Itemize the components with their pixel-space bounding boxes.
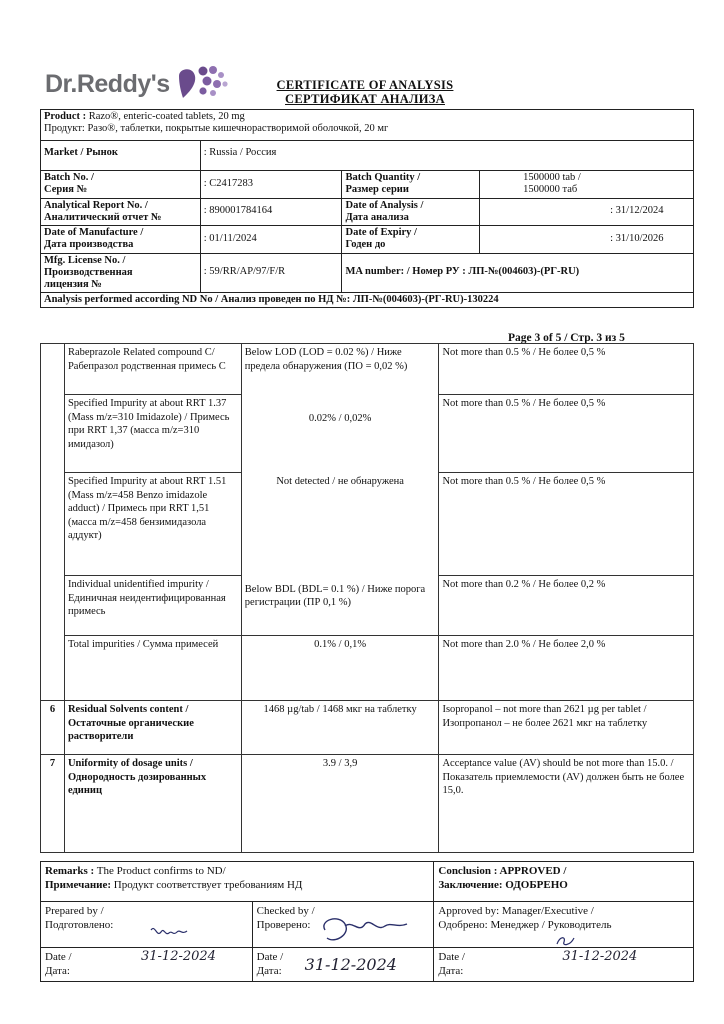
date-analysis-value: : 31/12/2024: [480, 199, 694, 226]
result-cell: 3.9 / 3,9: [241, 755, 439, 853]
title-en: CERTIFICATE OF ANALYSIS: [276, 78, 454, 92]
test-cell: Uniformity of dosage units / Однородность дозированных единиц: [64, 755, 241, 853]
company-logo: [45, 70, 235, 106]
date-manuf-value: : 01/11/2024: [200, 226, 342, 254]
report-no-value: : 890001784164: [200, 199, 342, 226]
page-number: Page 3 of 5 / Стр. 3 из 5: [508, 332, 625, 344]
prepared-signature-icon: [149, 922, 189, 942]
result-cell: Below BDL (BDL= 0.1 %) / Ниже порога регистрации (ПР 0,1 %): [241, 576, 439, 636]
row-number: 6: [41, 701, 65, 755]
conclusion-cell: Conclusion : APPROVED / Заключение: ОДОБРЕНО: [434, 862, 694, 902]
prepared-cell: Prepared by / Подготовлено:: [41, 902, 253, 948]
checked-signature-icon: [315, 910, 415, 950]
market-label: Market / Рынок: [41, 141, 201, 171]
spec-cell: Not more than 0.5 % / Не более 0,5 %: [439, 473, 694, 576]
checked-date-cell: Date / Дата: 31-12-2024: [252, 948, 434, 982]
logo-dots-icon: [173, 62, 231, 102]
result-cell: Below LOD (LOD = 0.02 %) / Ниже предела обнаружения (ПО = 0,02 %): [241, 344, 439, 395]
test-cell: Specified Impurity at about RRT 1.37 (Mass m/z=310 Imidazole) / Примесь при RRT 1,37 (масса m/z=310 имидазол): [64, 395, 241, 473]
results-table: [40, 343, 694, 853]
test-cell: Rabeprazole Related compound C/ Рабепразол родственная примесь С: [64, 344, 241, 395]
logo-text: Dr.Reddy's: [45, 70, 170, 98]
prepared-date-cell: Date / Дата: 31-12-2024: [41, 948, 253, 982]
prepared-date-handwritten: 31-12-2024: [141, 949, 216, 964]
market-value: : Russia / Россия: [200, 141, 693, 171]
spec-cell: Acceptance value (AV) should be not more than 15.0. / Показатель приемлемости (AV) должен быть не более 15,0.: [439, 755, 694, 853]
test-cell: Total impurities / Сумма примесей: [64, 636, 241, 701]
product-cell: Product : Razo®, enteric-coated tablets, 20 mg Продукт: Разо®, таблетки, покрытые кишечнорастворимой оболочкой, 20 мг: [41, 110, 694, 141]
nd-row: Analysis performed according ND No / Анализ проведен по НД №: ЛП-№(004603)-(РГ-RU)-130224: [41, 293, 694, 308]
spec-cell: Not more than 0.5 % / Не более 0,5 %: [439, 395, 694, 473]
license-value: : 59/RR/AP/97/F/R: [200, 254, 342, 293]
spec-cell: Not more than 0.2 % / Не более 0,2 %: [439, 576, 694, 636]
result-cell: Not detected / не обнаружена: [241, 473, 439, 576]
result-cell: 1468 µg/tab / 1468 мкг на таблетку: [241, 701, 439, 755]
approved-signature-icon: [554, 934, 578, 948]
ma-cell: MA number: / Номер РУ : ЛП-№(004603)-(РГ-RU): [342, 254, 694, 293]
row-number: 7: [41, 755, 65, 853]
document-title: [250, 78, 480, 106]
spec-cell: Not more than 0.5 % / Не более 0,5 %: [439, 344, 694, 395]
spec-cell: Not more than 2.0 % / Не более 2,0 %: [439, 636, 694, 701]
test-cell: Individual unidentified impurity / Единичная неидентифицированная примесь: [64, 576, 241, 636]
test-cell: Specified Impurity at about RRT 1.51 (Mass m/z=458 Benzo imidazole adduct) / Примесь при RRT 1,51 (масса m/z=458 бензимидазола аддукт): [64, 473, 241, 576]
test-cell: Residual Solvents content / Остаточные органические растворители: [64, 701, 241, 755]
spec-cell: Isopropanol – not more than 2621 µg per tablet / Изопропанол – не более 2621 мкг на таблетку: [439, 701, 694, 755]
approved-cell: Approved by: Manager/Executive / Одобрено: Менеджер / Руководитель: [434, 902, 694, 948]
approved-date-handwritten: 31-12-2024: [562, 949, 638, 964]
batch-qty-value: 1500000 tab / 1500000 таб: [480, 171, 694, 199]
batch-no-value: : C2417283: [200, 171, 342, 199]
remarks-cell: Remarks : The Product confirms to ND/ Примечание: Продукт соответствует требованиям НД: [41, 862, 434, 902]
result-cell: 0.02% / 0,02%: [241, 395, 439, 473]
checked-cell: Checked by / Проверено:: [252, 902, 434, 948]
result-cell: 0.1% / 0,1%: [241, 636, 439, 701]
approved-date-cell: Date / Дата: 31-12-2024: [434, 948, 694, 982]
signature-table: [40, 861, 694, 982]
date-expiry-value: : 31/10/2026: [480, 226, 694, 254]
title-ru: СЕРТИФИКАТ АНАЛИЗА: [285, 92, 445, 106]
checked-date-handwritten: 31-12-2024: [304, 955, 397, 974]
header-table: Product : Razo®, enteric-coated tablets, 20 mg Продукт: Разо®, таблетки, покрытые кишечнорастворимой оболочкой, 20 мг Market / Рынок : Russia / Россия Batch No. / Серия № : C2417283 Batch Quantity / Размер серии 1500000 tab / 1500000 таб Analytical Report No. / Аналитический отчет № : 890001784164 Date of Analysis / Дата анализа : 31/12/2024 Date of Manufacture / Дата производства : 01/11/2024 Date of Expiry / Годен до : 31/10/2026 Mfg. License No. / Производственная лицензия № : 59/RR/AP/97/F/R MA number: / Номер РУ : ЛП-№(004603)-(РГ-RU) Analysis performed according ND No / Анализ проведен по НД №: ЛП-№(004603)-(РГ-RU)-130224: [40, 109, 694, 308]
